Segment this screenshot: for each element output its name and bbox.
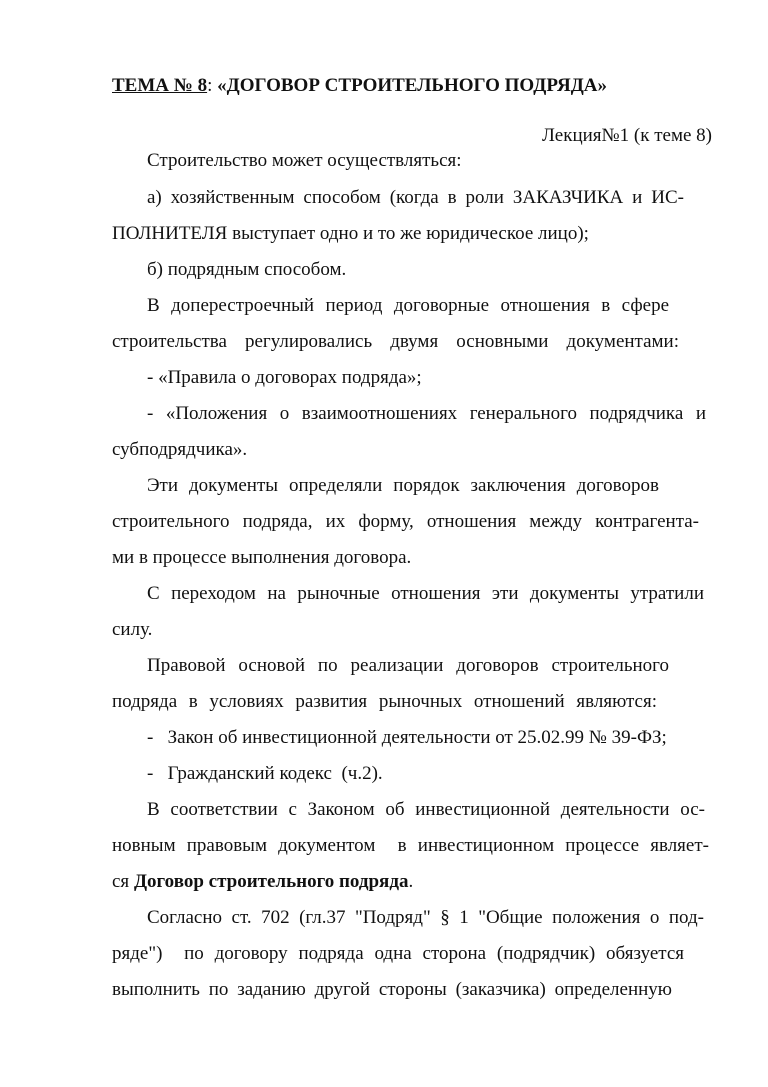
text-line-21-end: . (408, 871, 414, 892)
text-line-9: субподрядчика». (112, 439, 248, 460)
topic-title: «ДОГОВОР СТРОИТЕЛЬНОГО ПОДРЯДА» (212, 75, 607, 96)
text-line-24: выполнить по заданию другой стороны (заказчика) определенную (112, 979, 672, 1000)
text-line-17: - Закон об инвестиционной деятельности от 25.02.99 № 39-ФЗ; (147, 727, 667, 748)
text-line-10: Эти документы определяли порядок заключения договоров (147, 475, 659, 496)
topic-label: ТЕМА № 8 (112, 75, 208, 96)
text-line-4: б) подрядным способом. (147, 259, 347, 280)
text-line-13: С переходом на рыночные отношения эти документы утратили (147, 583, 704, 604)
text-line-7: - «Правила о договорах подряда»; (147, 367, 422, 388)
text-line-22: Согласно ст. 702 (гл.37 "Подряд" § 1 "Общие положения о под- (147, 907, 704, 928)
text-line-19: В соответствии с Законом об инвестиционной деятельности ос- (147, 799, 705, 820)
text-line-18: - Гражданский кодекс (ч.2). (147, 763, 383, 784)
text-line-5: В доперестроечный период договорные отношения в сфере (147, 295, 669, 316)
text-line-20: новным правовым документом в инвестиционном процессе являет- (112, 835, 709, 856)
text-line-2: а) хозяйственным способом (когда в роли ЗАКАЗЧИКА и ИС- (147, 187, 684, 208)
text-line-21-start: ся (112, 871, 134, 892)
text-line-1: Строительство может осуществляться: (147, 150, 462, 171)
heading-colon: : (207, 75, 213, 96)
text-line-11: строительного подряда, их форму, отношения между контрагента- (112, 511, 699, 532)
text-line-6: строительства регулировались двумя основными документами: (112, 331, 679, 352)
contract-term: Договор строительного подряда (133, 871, 409, 892)
text-line-23: ряде") по договору подряда одна сторона (подрядчик) обязуется (112, 943, 684, 964)
text-line-21 (112, 870, 413, 894)
text-line-12: ми в процессе выполнения договора. (112, 547, 412, 568)
text-line-15: Правовой основой по реализации договоров строительного (147, 655, 669, 676)
text-line-8: - «Положения о взаимоотношениях генерального подрядчика и (147, 403, 706, 424)
text-line-3: ПОЛНИТЕЛЯ выступает одно и то же юридическое лицо); (112, 223, 589, 244)
text-line-16: подряда в условиях развития рыночных отношений являются: (112, 691, 657, 712)
lecture-note: Лекция№1 (к теме 8) (542, 125, 712, 146)
document-heading (112, 74, 607, 98)
text-line-14: силу. (112, 619, 153, 640)
